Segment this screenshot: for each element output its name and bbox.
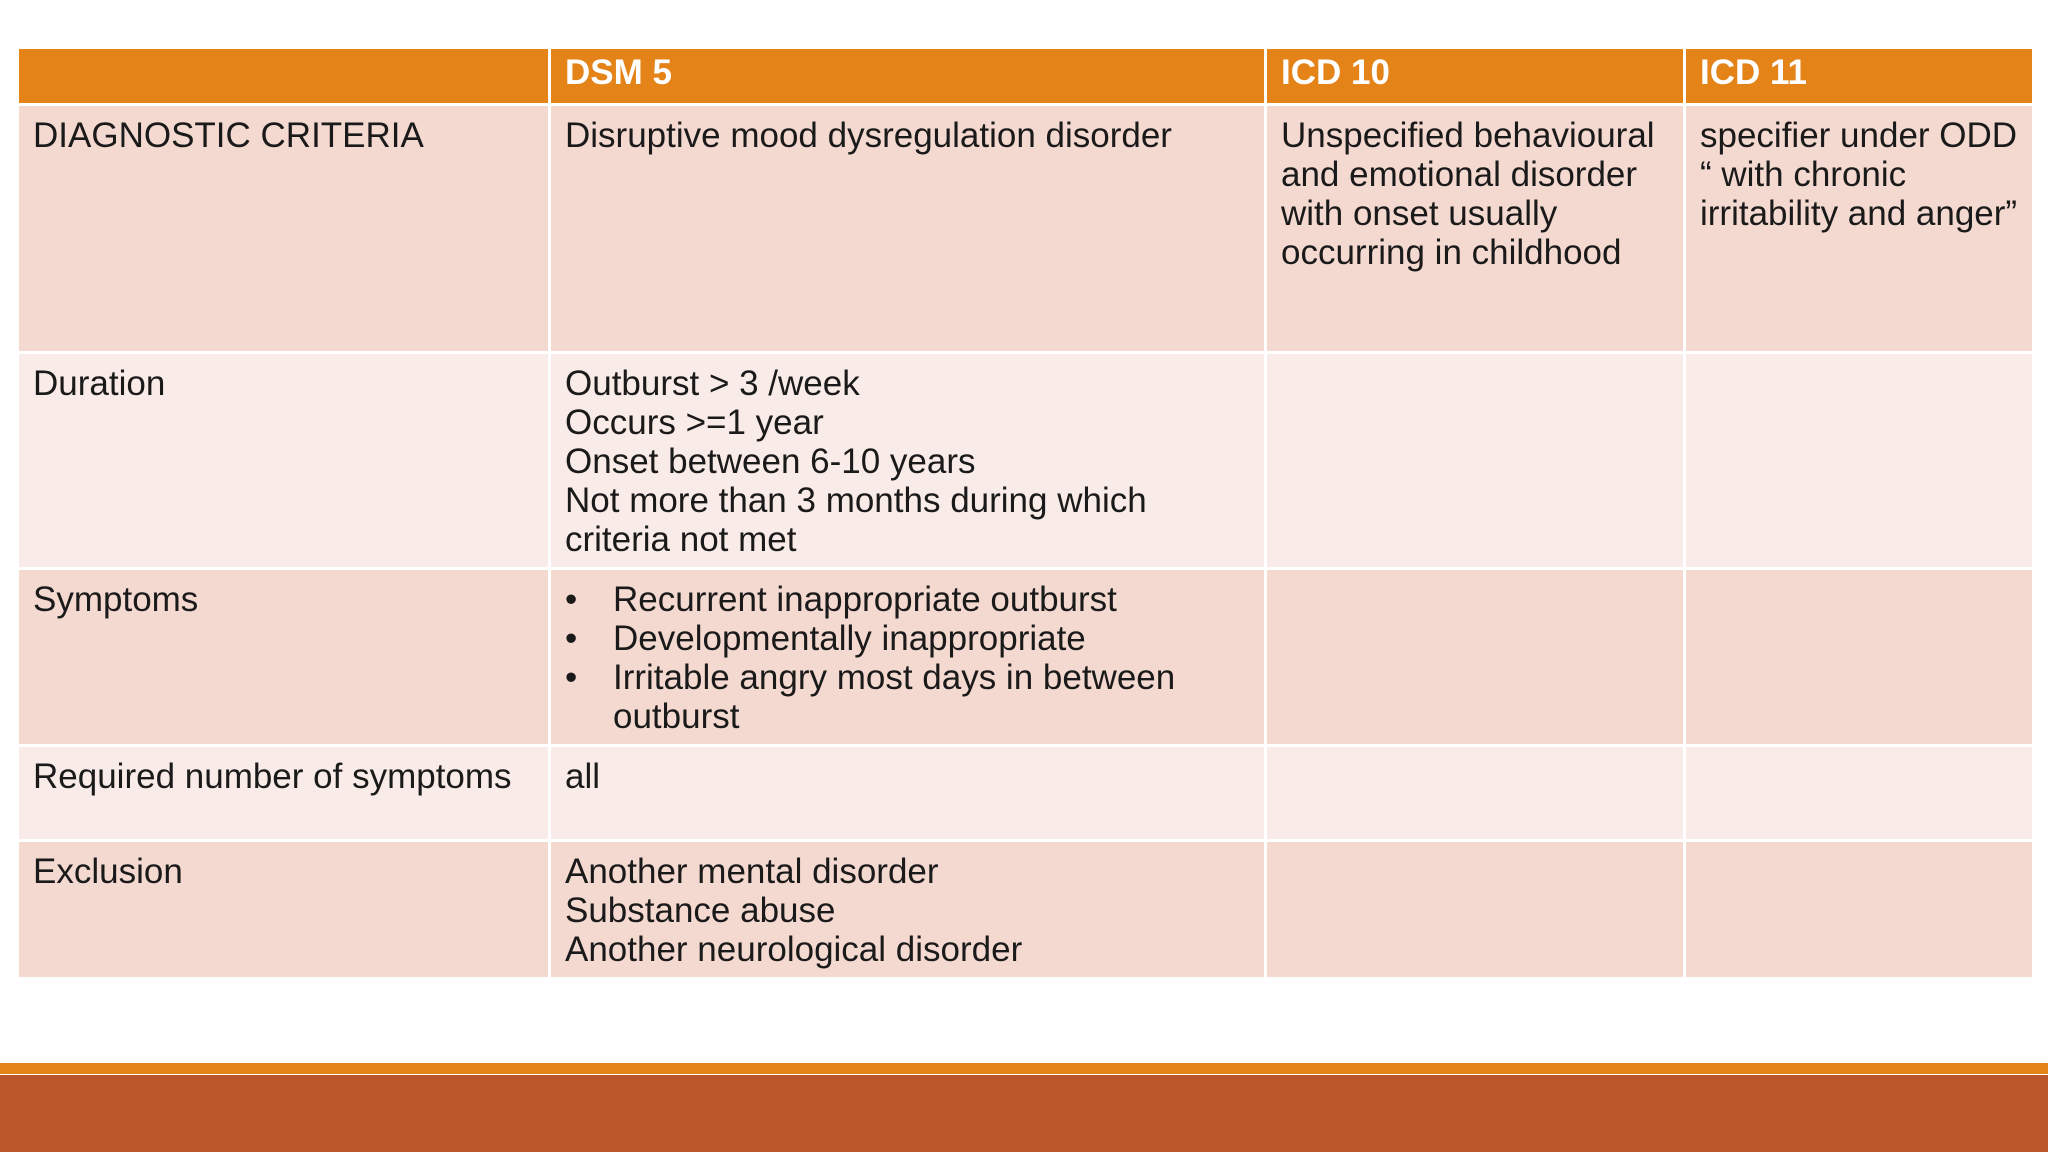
symptom-list (565, 580, 1250, 736)
icd10-cell (1266, 841, 1685, 979)
dsm5-cell: Disruptive mood dysregulation disorder (550, 105, 1266, 353)
table-header-row (18, 48, 2034, 105)
list-item: • Developmentally inappropriate (565, 619, 1250, 658)
icd10-cell: Unspecified behavioural and emotional disorder with onset usually occurring in childhood (1266, 105, 1685, 353)
icd11-cell (1685, 569, 2034, 746)
footer-band (0, 1075, 2048, 1152)
header-cell-icd11: ICD 11 (1685, 48, 2034, 105)
table-row (18, 105, 2034, 353)
dsm5-cell: Outburst > 3 /week Occurs >=1 year Onset between 6-10 years Not more than 3 months during which criteria not met (550, 353, 1266, 569)
dsm5-cell (550, 569, 1266, 746)
table-row (18, 569, 2034, 746)
dsm5-cell: Another mental disorder Substance abuse Another neurological disorder (550, 841, 1266, 979)
icd11-cell (1685, 841, 2034, 979)
table-row (18, 841, 2034, 979)
table-row (18, 353, 2034, 569)
icd11-cell: specifier under ODD “ with chronic irritability and anger” (1685, 105, 2034, 353)
icd10-cell (1266, 569, 1685, 746)
row-label: Duration (18, 353, 550, 569)
icd11-cell (1685, 746, 2034, 841)
row-label: Exclusion (18, 841, 550, 979)
icd11-cell (1685, 353, 2034, 569)
table-row (18, 746, 2034, 841)
header-cell-icd10: ICD 10 (1266, 48, 1685, 105)
comparison-table (16, 46, 2035, 980)
list-item: • Irritable angry most days in between outburst (565, 658, 1250, 736)
icd10-cell (1266, 746, 1685, 841)
row-label: Symptoms (18, 569, 550, 746)
list-item: • Recurrent inappropriate outburst (565, 580, 1250, 619)
footer-accent-line (0, 1063, 2048, 1074)
dsm5-cell: all (550, 746, 1266, 841)
icd10-cell (1266, 353, 1685, 569)
row-label: Required number of symptoms (18, 746, 550, 841)
header-cell-dsm5: DSM 5 (550, 48, 1266, 105)
header-cell-empty (18, 48, 550, 105)
row-label: DIAGNOSTIC CRITERIA (18, 105, 550, 353)
